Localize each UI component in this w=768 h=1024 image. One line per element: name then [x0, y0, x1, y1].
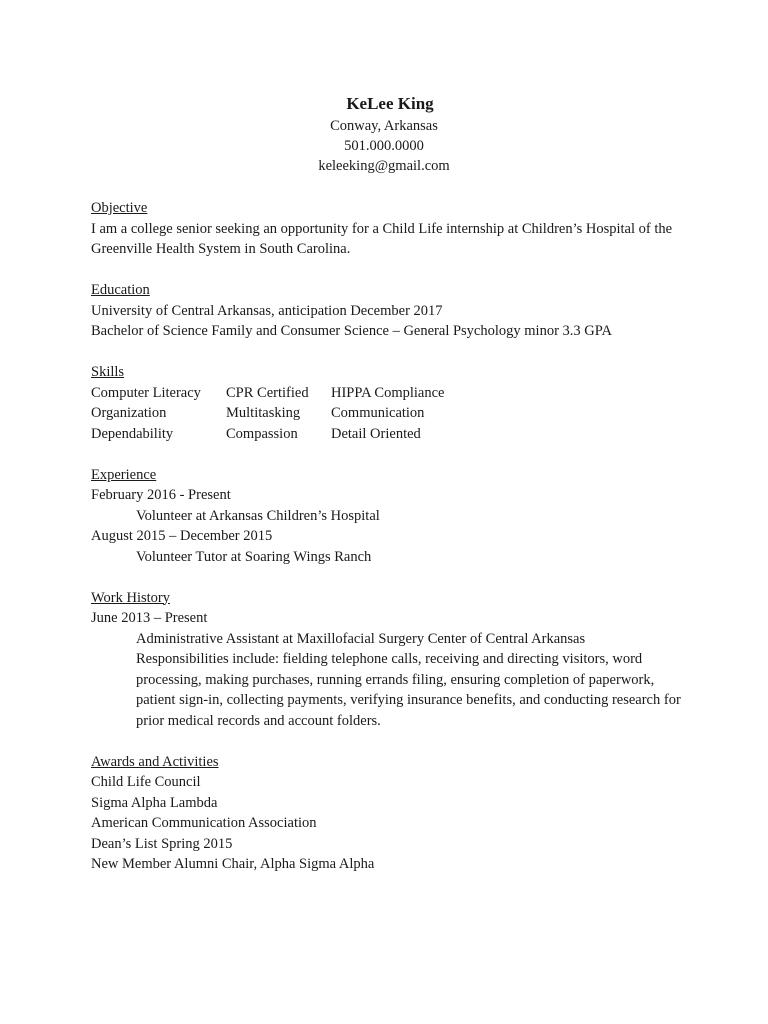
objective-section [91, 198, 691, 260]
awards-heading: Awards and Activities [91, 753, 219, 770]
work-history-role: Administrative Assistant at Maxillofacial Surgery Center of Central Arkansas [136, 630, 586, 647]
skill-item: CPR Certified [226, 384, 309, 401]
skills-heading: Skills [91, 364, 125, 380]
experience-role: Volunteer Tutor at Soaring Wings Ranch [136, 548, 372, 565]
experience-role: Volunteer at Arkansas Children’s Hospital [136, 507, 380, 524]
award-item: Child Life Council [91, 774, 201, 790]
experience-section [91, 465, 691, 568]
applicant-name: KeLee King [346, 94, 434, 113]
award-item: Dean’s List Spring 2015 [91, 835, 233, 852]
skill-item: Detail Oriented [331, 425, 421, 442]
work-history-heading: Work History [91, 589, 170, 606]
skills-row [91, 403, 691, 424]
resume-body [91, 198, 691, 895]
skill-item: Communication [331, 405, 425, 421]
experience-heading: Experience [91, 466, 157, 483]
award-item: New Member Alumni Chair, Alpha Sigma Alpha [91, 856, 375, 872]
skill-item: Dependability [91, 425, 174, 442]
skill-item: Organization [91, 405, 167, 421]
objective-heading: Objective [91, 200, 148, 216]
experience-dates: August 2015 – December 2015 [91, 528, 273, 544]
skill-item: HIPPA Compliance [331, 384, 445, 401]
skill-item: Compassion [226, 425, 298, 442]
award-item: Sigma Alpha Lambda [91, 794, 218, 811]
work-history-responsibilities: Responsibilities include: fielding telephone calls, receiving and directing visitors, word processing, making purchases, running errands filing, ensuring completion of paperwork, patient sign-in, collecting payments, verifying insurance benefits, and conducting research for prior medical records and account folders. [136, 651, 681, 729]
skill-item: Multitasking [226, 405, 301, 421]
award-item: American Communication Association [91, 815, 317, 831]
work-history-dates: June 2013 – Present [91, 610, 208, 626]
work-history-section [91, 588, 691, 732]
awards-section [91, 752, 691, 875]
skill-item: Computer Literacy [91, 384, 201, 401]
objective-text: I am a college senior seeking an opportunity for a Child Life internship at Children’s Hospital of the Greenville Health System in South Carolina. [91, 220, 673, 257]
education-school: University of Central Arkansas, anticipation December 2017 [91, 302, 443, 319]
phone-text: 501.000.0000 [344, 138, 424, 154]
location-text: Conway, Arkansas [330, 118, 438, 134]
experience-dates: February 2016 - Present [91, 487, 231, 503]
email-text: keleeking@gmail.com [318, 158, 450, 174]
resume-header [0, 93, 768, 176]
skills-row [91, 383, 691, 404]
education-heading: Education [91, 282, 150, 298]
education-section [91, 280, 691, 342]
skills-section [91, 362, 691, 444]
education-degree: Bachelor of Science Family and Consumer Science – General Psychology minor 3.3 GPA [91, 323, 612, 339]
skills-row [91, 424, 691, 445]
